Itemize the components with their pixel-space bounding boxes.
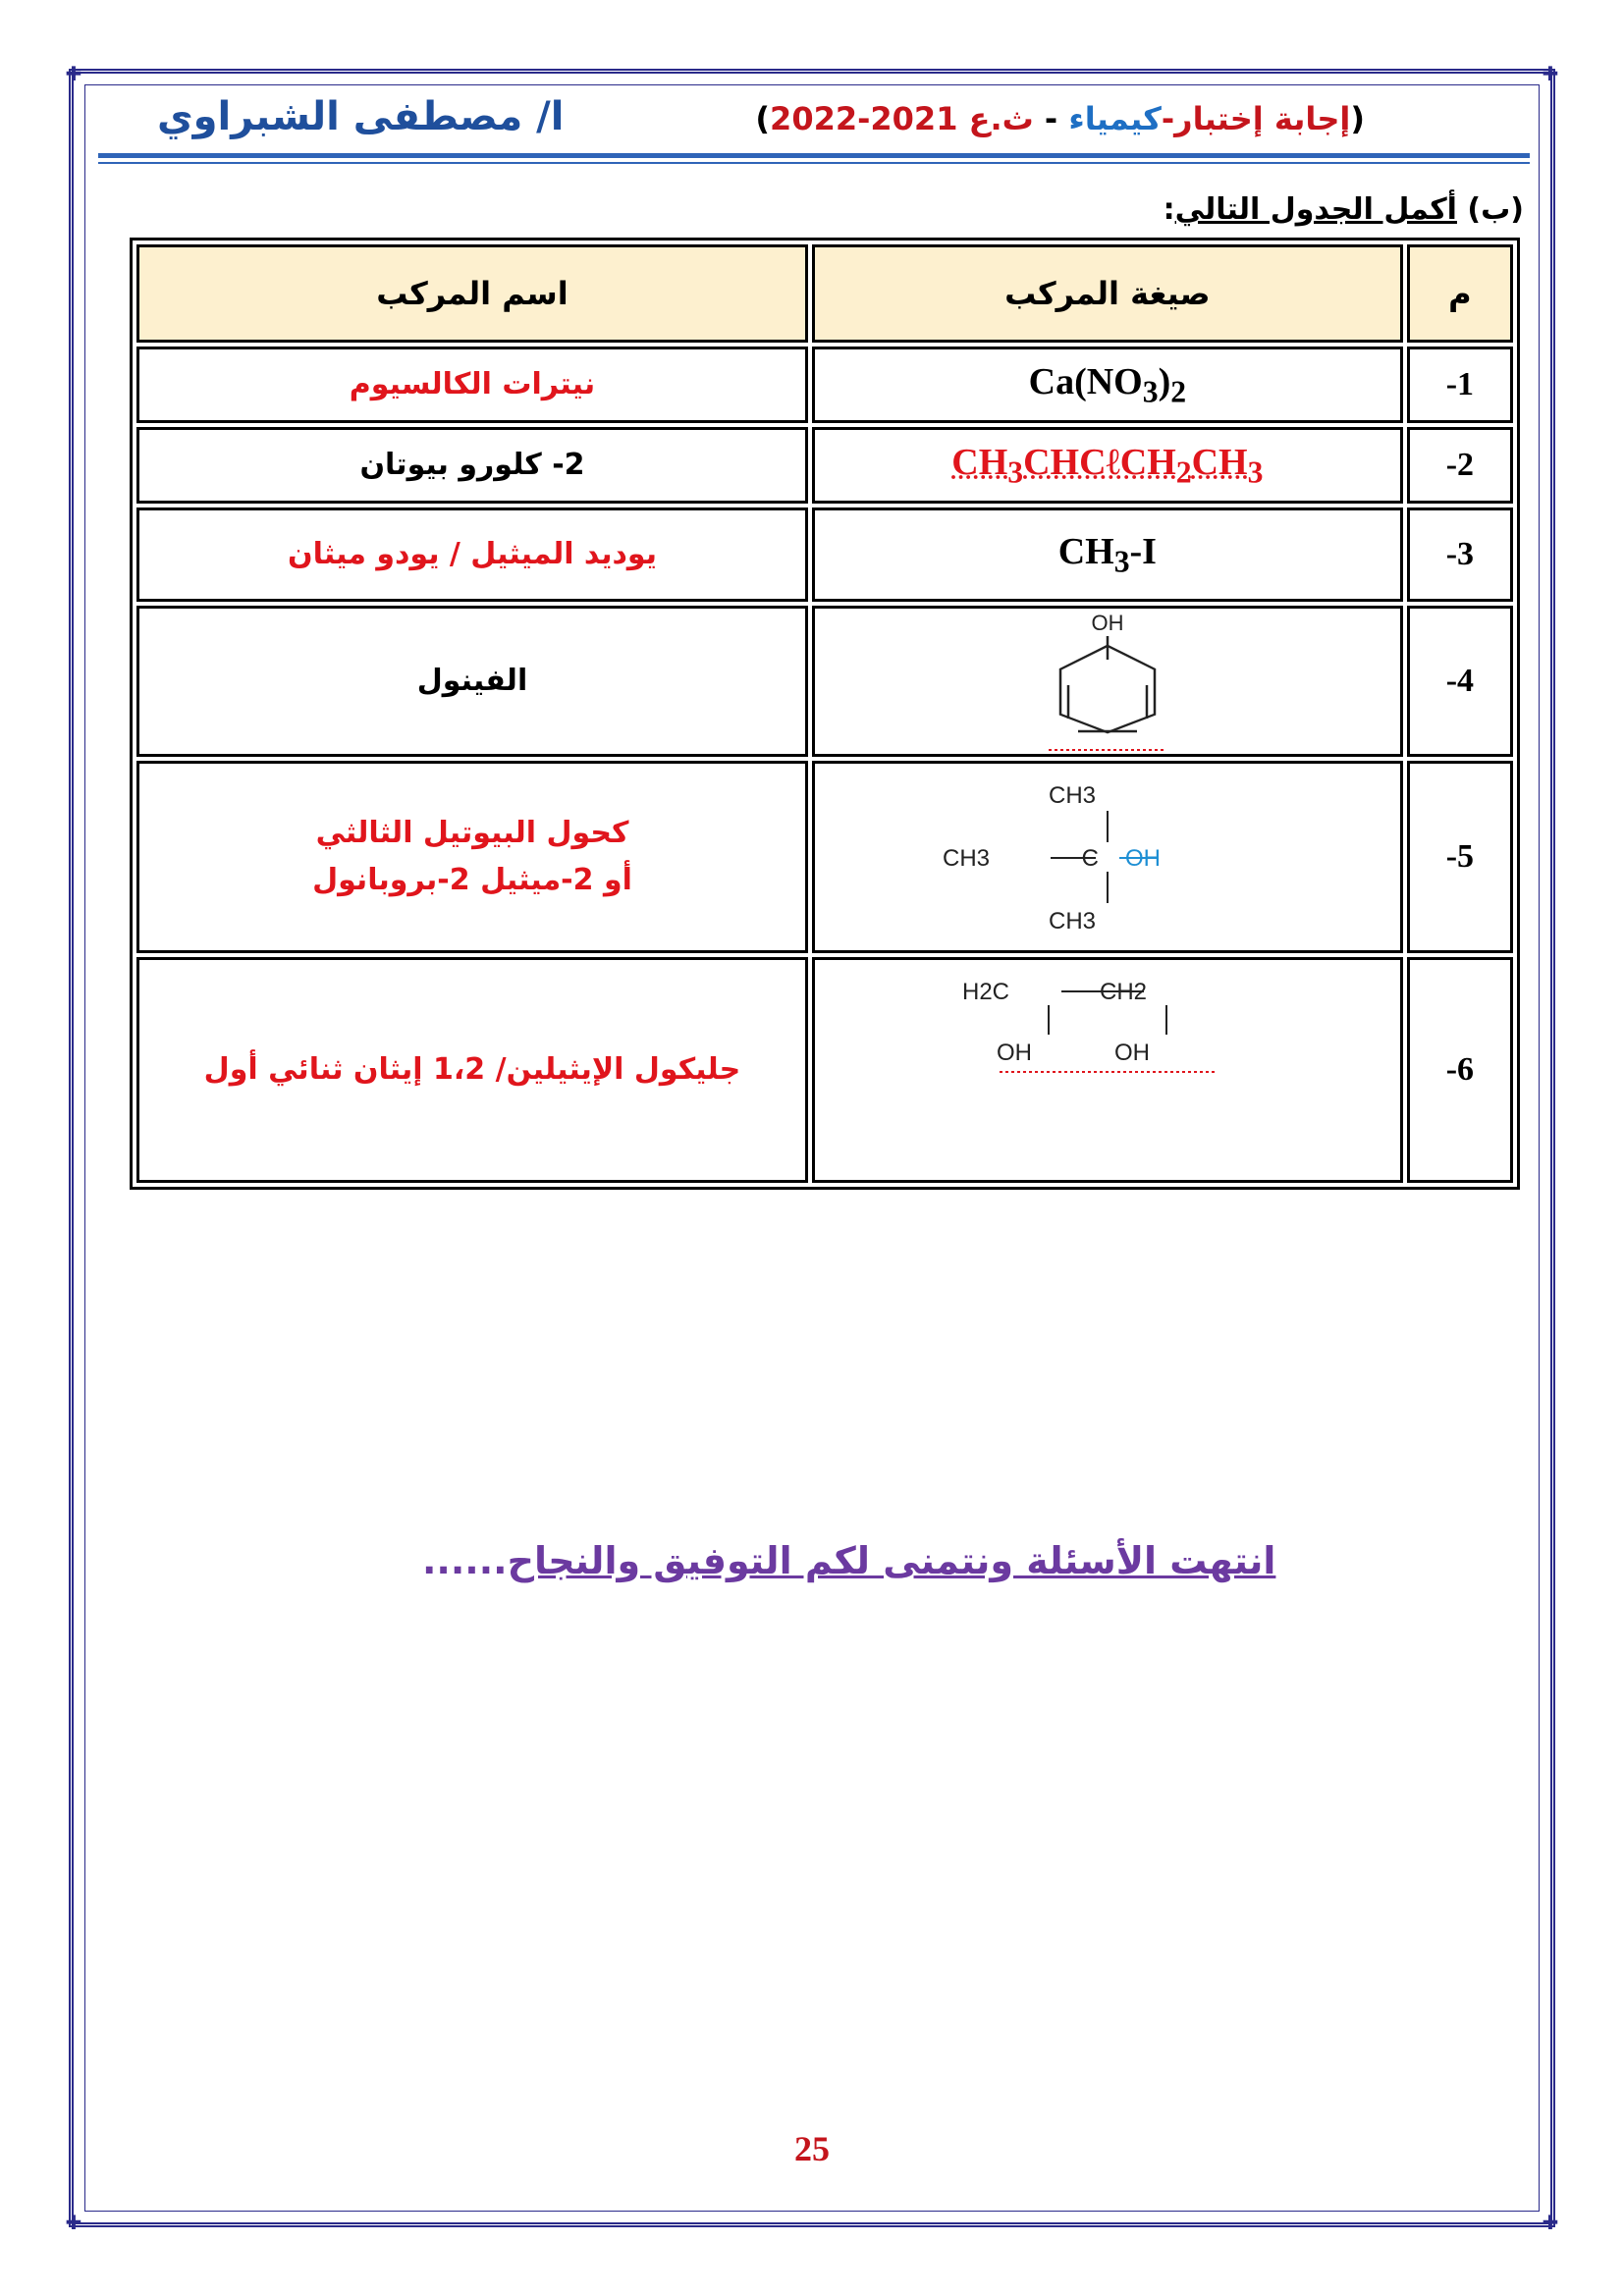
- table-row: [136, 507, 1513, 602]
- tert-butanol-structure: [942, 774, 1235, 940]
- compound-formula: $Ca(NO_3)_2$: [812, 347, 1403, 423]
- oh1-label: OH: [996, 1040, 1032, 1066]
- oh-label: OH: [1091, 611, 1124, 635]
- oh2-label: OH: [1113, 1040, 1150, 1066]
- table-row: [136, 347, 1513, 423]
- compound-name-line2: أو 2-ميثيل 2-بروبانول: [312, 863, 632, 897]
- h2c-label: H2C: [961, 979, 1009, 1005]
- compound-name: 2- كلورو بيوتان: [136, 427, 808, 504]
- row-number: -5: [1407, 761, 1513, 953]
- table-header-row: [136, 244, 1513, 343]
- bottom-ch3-label: CH3: [1048, 908, 1096, 934]
- left-ch3-label: CH3: [942, 845, 990, 872]
- title-prefix: إجابة إختبار-: [1161, 100, 1351, 137]
- header-rule: [98, 153, 1530, 158]
- compound-structure: [812, 957, 1403, 1183]
- compound-name: نيترات الكالسيوم: [136, 347, 808, 423]
- corner-ornament: ✚: [1542, 62, 1559, 85]
- page-number: 25: [794, 2129, 830, 2168]
- row-number: -1: [1407, 347, 1513, 423]
- ethylene-glycol-structure: [961, 970, 1220, 1078]
- row-number: -4: [1407, 606, 1513, 757]
- header-rule-thin: [98, 162, 1530, 164]
- phenol-structure: [1039, 609, 1176, 754]
- top-ch3-label: CH3: [1048, 782, 1096, 809]
- closing-message: انتهت الأسئلة ونتمنى لكم التوفيق والنجاح......: [422, 1539, 1276, 1582]
- compound-name: الفينول: [136, 606, 808, 757]
- row-number: -3: [1407, 507, 1513, 602]
- compound-structure: [812, 606, 1403, 757]
- table-row: [136, 957, 1513, 1183]
- section-title: (ب) أكمل الجدول التالي:: [1163, 192, 1524, 227]
- corner-ornament: ✚: [1542, 2211, 1559, 2234]
- row-number: -2: [1407, 427, 1513, 504]
- center-c-label: C: [1081, 845, 1099, 872]
- row-number: -6: [1407, 957, 1513, 1183]
- compound-name-line1: كحول البيوتيل الثالثي: [315, 816, 629, 850]
- table-row: [136, 606, 1513, 757]
- author-name: ا/ مصطفى الشبراوي: [157, 94, 565, 139]
- compound-name: [136, 761, 808, 953]
- oh-label: OH: [1124, 845, 1161, 872]
- title-subject: كيمياء: [1068, 100, 1162, 137]
- title-year: 2021-2022: [770, 100, 969, 137]
- title-grade: ث.ع: [968, 100, 1034, 137]
- compounds-table: [130, 238, 1520, 1190]
- corner-ornament: ✚: [65, 2211, 82, 2234]
- header-name: اسم المركب: [136, 244, 808, 343]
- exam-title: (إجابة إختبار-كيمياء - ث.ع 2021-2022): [755, 100, 1365, 137]
- compound-name: جليكول الإيثيلين/ 1،2 إيثان ثنائي أول: [136, 957, 808, 1183]
- table-row: [136, 427, 1513, 504]
- compound-name: يوديد الميثيل / يودو ميثان: [136, 507, 808, 602]
- compound-formula: $CH_3CHC\ell CH_2CH_3$: [812, 427, 1403, 504]
- table-row: [136, 761, 1513, 953]
- header-num: م: [1407, 244, 1513, 343]
- corner-ornament: ✚: [65, 62, 82, 85]
- ch2-label: CH2: [1099, 979, 1147, 1005]
- page-header: [147, 94, 1522, 153]
- compound-formula: $CH_3-I$: [812, 507, 1403, 602]
- compound-structure: [812, 761, 1403, 953]
- header-formula: صيغة المركب: [812, 244, 1403, 343]
